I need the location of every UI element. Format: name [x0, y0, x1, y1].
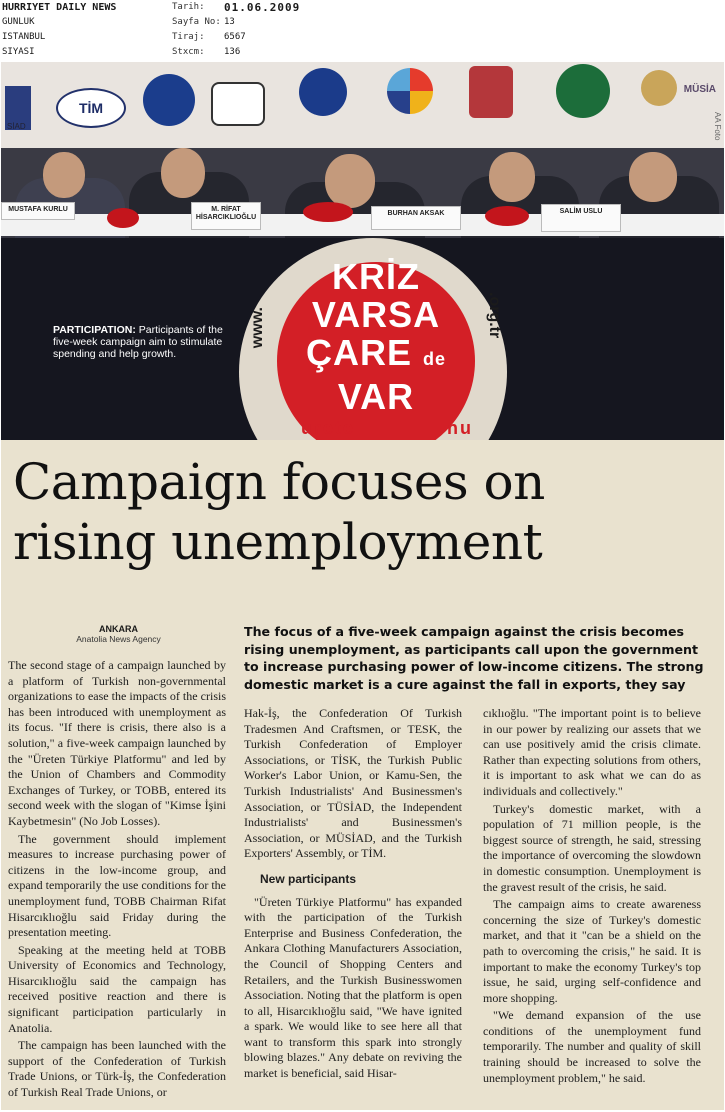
speaker-5-head	[629, 152, 677, 202]
publication-info	[2, 0, 116, 60]
clipping-stats	[172, 0, 300, 60]
slogan-line-2: VARSA	[311, 294, 441, 335]
article-deck: The focus of a five-week campaign against the crisis becomes rising unemployment, as participants call upon the government to increase purchasing power of low-income citizens. The strong domestic market is a cure against the fall in exports, they say	[244, 624, 704, 692]
speaker-2-head	[161, 148, 205, 198]
slogan-de: de	[423, 349, 447, 369]
date-value: 01.06.2009	[224, 1, 301, 14]
university-logo-icon	[469, 66, 513, 118]
speaker-1-head	[43, 152, 85, 198]
city: ISTANBUL	[2, 32, 46, 42]
paragraph: The campaign has been launched with the support of the Confederation of Turkish Trade Unions, or Türk-İş, the Confederation of Turkish Real Trade Unions, or	[8, 1038, 226, 1100]
musiad-logo-icon	[641, 70, 677, 106]
page-value: 13	[224, 17, 235, 27]
hak-is-logo-icon	[556, 64, 610, 118]
headline	[13, 452, 713, 572]
sponsor-banner	[1, 62, 724, 150]
campaign-url-bottom	[301, 418, 473, 439]
paragraph: Turkey's domestic market, with a population of 71 million people, is the biggest source of strength, he said, stressing the importance of overcoming the slowdown in domestic consumption. Unemployment is the gravest result of the crisis, he said.	[483, 801, 701, 894]
nameplate-4	[541, 204, 621, 232]
paragraph: The second stage of a campaign launched by a platform of Turkish non-governmental organizations to ease the impacts of the crisis has been introduced with unemployment as its focus. "If there is crisis, there also is a solution," a five-week campaign launched by the "Üreten Türkiye Platformu" and led by the Union of Chambers and Commodity Exchanges of Turkey, or TOBB, entered its second week with the slogan of "Kimse İşini Kaybetmesin" (No Job Losses).	[8, 658, 226, 828]
slogan-line-4: VAR	[337, 376, 415, 417]
page-label: Sayfa No:	[172, 17, 221, 27]
tisk-logo-icon	[211, 82, 265, 126]
caption-label: PARTICIPATION:	[53, 324, 136, 336]
category: SIYASI	[2, 47, 35, 57]
area-label: Stxcm:	[172, 47, 205, 57]
column-1	[8, 658, 226, 1103]
campaign-slogan	[277, 258, 475, 416]
siad-logo-text: SİAD	[7, 122, 26, 131]
paragraph: The government should implement measures to increase purchasing power of citizens in the low-income group, and expand temporarily the use conditions for the unemployment fund, TOBB Chairman Rifat Hisarcıklıoğlu said Friday during the presentation meeting.	[8, 831, 226, 940]
nameplate-text: M. RİFAT HİSARCIKLIOĞLU	[195, 206, 257, 221]
news-agency: Anatolia News Agency	[76, 634, 161, 644]
paragraph: "We demand expansion of the use conditions of the unemployment fund temporarily. The number and quality of skill training should be increased to solve the unemployment problem," he said.	[483, 1008, 701, 1085]
nameplate-1	[1, 202, 75, 220]
speaker-4-head	[489, 152, 535, 202]
date-label: Tarih:	[172, 2, 205, 12]
dateline: ANKARA	[99, 624, 138, 634]
tobb-logo-icon	[387, 68, 433, 114]
nameplate-text: SALİM USLU	[559, 208, 603, 215]
newspaper-page	[1, 62, 724, 1110]
article-photo	[1, 62, 724, 440]
subhead: New participants	[260, 871, 357, 886]
campaign-url-right: .org.tr	[486, 292, 503, 339]
clipping-header	[0, 0, 725, 60]
paragraph: "Üreten Türkiye Platformu" has expanded with the participation of the Turkish Enterprise and Business Confederation, the Ankara Clothing Manufacturers Association, the Council of Shopping Centers and Retailers, and the Turkish Businesswomen Association. Noting that the platform is open to all, Hisarcıklıoğlu said, "We have ignited a spark. We would like to see here all that want to transform this spark into strongly blowing blazes." Any debate on reviving the market is beneficial, said Hisar-	[244, 894, 462, 1081]
paragraph: Speaking at the meeting held at TOBB University of Economics and Technology, Hisarcıklıoğlu said the campaign has received positive reaction and there is significant participation particularly in Anatolia.	[8, 942, 226, 1035]
circulation-value: 6567	[224, 32, 246, 42]
nameplate-3	[371, 206, 461, 230]
byline	[1, 624, 236, 644]
paragraph: Hak-İş, the Confederation Of Turkish Tradesmen And Craftsmen, or TESK, the Turkish Confederation of Employer Associations, or TİSK, the Turkish Public Worker's Labor Union, or Kamu-Sen, the Turkish Industrialists' And Businessmen's Association, or TÜSİAD, the Independent Industrialists' and Businessmen's Association, or MÜSİAD, and the Turkish Exporters' Assembly, or TİM.	[244, 706, 462, 861]
caption-text: Participants of the five-week campaign aim to stimulate spending and help growth.	[53, 324, 223, 360]
flower-arrangement	[485, 206, 529, 226]
tim-logo: TİM	[56, 88, 126, 128]
paragraph: The campaign aims to create awareness concerning the size of Turkey's domestic market, and that it "can be a shield on the path to overcoming the crisis," he said. It is important to make the economy Turkey's top issue, he said, urging self-confidence and more shopping.	[483, 897, 701, 1005]
photo-caption	[53, 324, 239, 360]
column-2	[244, 706, 462, 1084]
speaker-3-head	[325, 154, 375, 208]
headline-line-1: Campaign focuses on	[13, 453, 545, 511]
flower-arrangement	[303, 202, 353, 222]
nameplate-text: BURHAN AKSAK	[387, 210, 445, 217]
column-3	[483, 706, 701, 1088]
frequency: GUNLUK	[2, 17, 35, 27]
paragraph: cıklıoğlu. "The important point is to believe in our power by realizing our assets that we can use positively amid the crisis climate. Rather than expecting solutions from others, it is important to ask what we can do as individuals and collectively."	[483, 706, 701, 798]
publication-name: HURRIYET DAILY NEWS	[2, 2, 117, 13]
photo-credit: AA Foto	[713, 112, 722, 141]
musiad-logo-text: MÜSİA	[683, 84, 716, 95]
headline-line-2: rising unemployment	[13, 513, 543, 571]
area-value: 136	[224, 47, 241, 57]
slogan-line-3	[277, 334, 475, 378]
url-bottom-part-2: nu	[447, 418, 474, 438]
tesk-logo-icon	[143, 74, 195, 126]
slogan-care: ÇARE	[305, 332, 412, 373]
slogan-line-1: KRİZ	[332, 256, 420, 297]
circulation-label: Tiraj:	[172, 32, 205, 42]
flower-arrangement	[107, 208, 139, 228]
url-bottom-part-1: urete	[301, 418, 356, 438]
nameplate-text: MUSTAFA KURLU	[8, 206, 68, 213]
campaign-url-left: www.	[249, 307, 266, 349]
turkish-crescent-logo-icon	[299, 68, 347, 116]
nameplate-2	[191, 202, 261, 230]
